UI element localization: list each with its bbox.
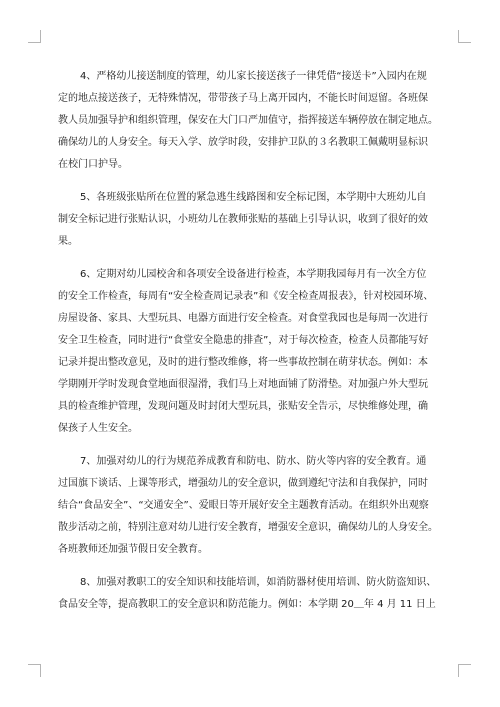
text-line: 保孩子人生安全。 xyxy=(58,423,138,434)
paragraph-4 xyxy=(58,66,450,176)
document-body xyxy=(58,66,450,627)
text-line: 散步活动之前，特别注意对幼儿进行安全教育，增强安全意识，确保幼儿的人身安全。 xyxy=(58,522,438,533)
text-line: 果。 xyxy=(58,236,78,247)
text-line: 教人员加强导护和组织管理，保安在大门口严加值守，指挥接送车辆停放在制定地点。 xyxy=(58,115,438,126)
text-line: 具的检查维护管理，发现问题及时封闭大型玩具，张贴安全告示，尽快维修处理，确 xyxy=(58,401,428,412)
text-line: 制安全标记进行张贴认识，小班幼儿在教师张贴的基础上引导认识，收到了很好的效 xyxy=(58,214,428,225)
text-line: 记录并提出整改意见，及时的进行整改维修，将一些事故控制在萌芽状态。例如：本 xyxy=(58,357,428,368)
text-line: 4、严格幼儿接送制度的管理，幼儿家长接送孩子一律凭借“接送卡”入园内在规 xyxy=(80,71,427,82)
paragraph-8 xyxy=(58,572,450,616)
text-line: 过国旗下谈话、上课等形式，增强幼儿的安全意识，做到遵纪守法和自我保护，同时 xyxy=(58,478,428,489)
text-line: 房屋设备、家具、大型玩具、电器方面进行安全检查。对食堂我园也是每周一次进行 xyxy=(58,313,428,324)
text-line: 确保幼儿的人身安全。每天入学、放学时段，安排护卫队的３名教职工佩戴明显标识 xyxy=(58,137,428,148)
text-line: 安全卫生检查，同时进行“食堂安全隐患的排查”，对于每次检查，检查人员都能写好 xyxy=(58,335,429,346)
text-line: 6、定期对幼儿园校舍和各项安全设备进行检查，本学期我园每月有一次全方位 xyxy=(80,269,427,280)
text-line: 5、各班级张贴所在位置的紧急逃生线路图和安全标记图，本学期中大班幼儿自 xyxy=(80,192,427,203)
text-line: 的安全工作检查，每周有“安全检查周记录表”和《安全检查周报表》，针对校园环境、 xyxy=(58,291,434,302)
crop-mark-bottom-right xyxy=(458,664,471,677)
paragraph-6 xyxy=(58,264,450,440)
text-line: 各班教师还加强节假日安全教育。 xyxy=(58,544,208,555)
paragraph-5 xyxy=(58,187,450,253)
text-line: 结合“食品安全”、“交通安全”、爱眼日等开展好安全主题教育活动。在组织外出观察 xyxy=(58,500,429,511)
crop-mark-top-left xyxy=(28,30,41,43)
text-line: 食品安全等，提高教职工的安全意识和防范能力。例如：本学期 20＿年 4 月 11 日上 xyxy=(58,599,436,610)
text-line: 学期刚开学时发现食堂地面很湿滑，我们马上对地面铺了防滑垫。对加强户外大型玩 xyxy=(58,379,428,390)
text-line: 在校门口护导。 xyxy=(58,159,128,170)
text-line: 定的地点接送孩子，无特殊情况，带带孩子马上离开园内，不能长时间逗留。各班保 xyxy=(58,93,428,104)
text-line: 7、加强对幼儿的行为规范养成教育和防电、防水、防火等内容的安全教育。通 xyxy=(80,456,427,467)
text-line: 8、加强对教职工的安全知识和技能培训，如消防器材使用培训、防火防盗知识、 xyxy=(80,577,437,588)
crop-mark-bottom-left xyxy=(28,664,41,677)
paragraph-7 xyxy=(58,451,450,561)
crop-mark-top-right xyxy=(458,30,471,43)
